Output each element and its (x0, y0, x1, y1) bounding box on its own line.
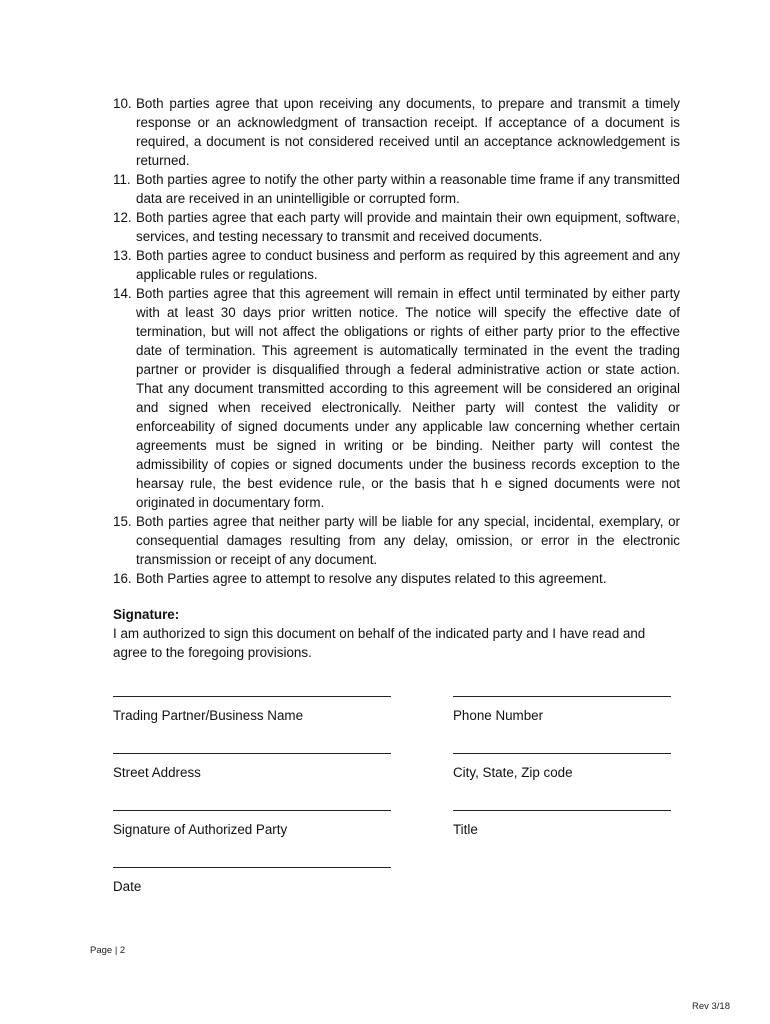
signature-line (453, 753, 671, 754)
street-address-label: Street Address (113, 765, 201, 780)
phone-number-label: Phone Number (453, 708, 544, 723)
clause-text: Both Parties agree to attempt to resolve any disputes related to this agreement. (136, 571, 607, 586)
clause-text: Both parties agree that each party will provide and maintain their own equipment, software, services, and testing necessary to transmit and received documents. (136, 210, 680, 244)
authorized-signature-field[interactable] (113, 810, 391, 839)
clause-number: 16. (113, 571, 132, 586)
clause-number: 11. (113, 172, 131, 187)
date-field[interactable] (113, 867, 391, 896)
signature-line (113, 696, 391, 697)
signature-line (113, 810, 391, 811)
city-state-zip-field[interactable] (453, 753, 671, 782)
date-label: Date (113, 879, 142, 894)
clause-item (113, 284, 680, 512)
clause-item (113, 94, 680, 170)
signature-statement: I am authorized to sign this document on behalf of the indicated party and I have read and agree to the foregoing provisions. (113, 626, 646, 660)
signature-line (453, 696, 671, 697)
trading-partner-field[interactable] (113, 696, 391, 725)
clause-text: Both parties agree to notify the other party within a reasonable time frame if any transmitted data are received in an unintelligible or corrupted form. (136, 172, 680, 206)
clause-list (113, 94, 680, 588)
city-state-zip-label: City, State, Zip code (453, 765, 573, 780)
clause-number: 13. (113, 248, 132, 263)
street-address-field[interactable] (113, 753, 391, 782)
signature-line (113, 753, 391, 754)
revision-label: Rev 3/18 (691, 1001, 730, 1012)
clause-item (113, 208, 680, 246)
clause-item (113, 170, 680, 208)
clause-item (113, 246, 680, 284)
title-label: Title (453, 822, 478, 837)
title-field[interactable] (453, 810, 671, 839)
clause-number: 12. (113, 210, 132, 225)
clause-number: 14. (113, 286, 132, 301)
page-number: Page | 2 (90, 945, 126, 956)
signature-heading: Signature: (113, 607, 180, 622)
trading-partner-label: Trading Partner/Business Name (113, 708, 304, 723)
signature-line (113, 867, 391, 868)
clause-text: Both parties agree that neither party will be liable for any special, incidental, exemplary, or consequential damages resulting from any delay, omission, or error in the electronic transmission or receipt of any document. (136, 514, 680, 567)
clause-number: 15. (113, 514, 132, 529)
authorized-signature-label: Signature of Authorized Party (113, 822, 288, 837)
clause-item (113, 512, 680, 569)
clause-item (113, 569, 680, 588)
clause-text: Both parties agree that upon receiving any documents, to prepare and transmit a timely response or an acknowledgment of transaction receipt. If acceptance of a document is required, a document is not considered received until an acceptance acknowledgement is returned. (136, 96, 680, 168)
phone-number-field[interactable] (453, 696, 671, 725)
signature-line (453, 810, 671, 811)
clause-number: 10. (113, 96, 132, 111)
clause-text: Both parties agree that this agreement will remain in effect until terminated by either party with at least 30 days prior written notice. The notice will specify the effective date of termination, but will not affect the obligations or rights of either party prior to the effective date of termination. This agreement is automatically terminated in the event the trading partner or provider is disqualified through a federal administrative action or state action. That any document transmitted according to this agreement will be considered an original and signed when received electronically. Neither party will contest the validity or enforceability of signed documents under any applicable law concerning whether certain agreements must be signed in writing or be binding. Neither party will contest the admissibility of copies or signed documents under the business records exception to the hearsay rule, the best evidence rule, or the basis that h e signed documents were not originated in documentary form. (136, 286, 680, 510)
clause-text: Both parties agree to conduct business and perform as required by this agreement and any applicable rules or regulations. (136, 248, 680, 282)
